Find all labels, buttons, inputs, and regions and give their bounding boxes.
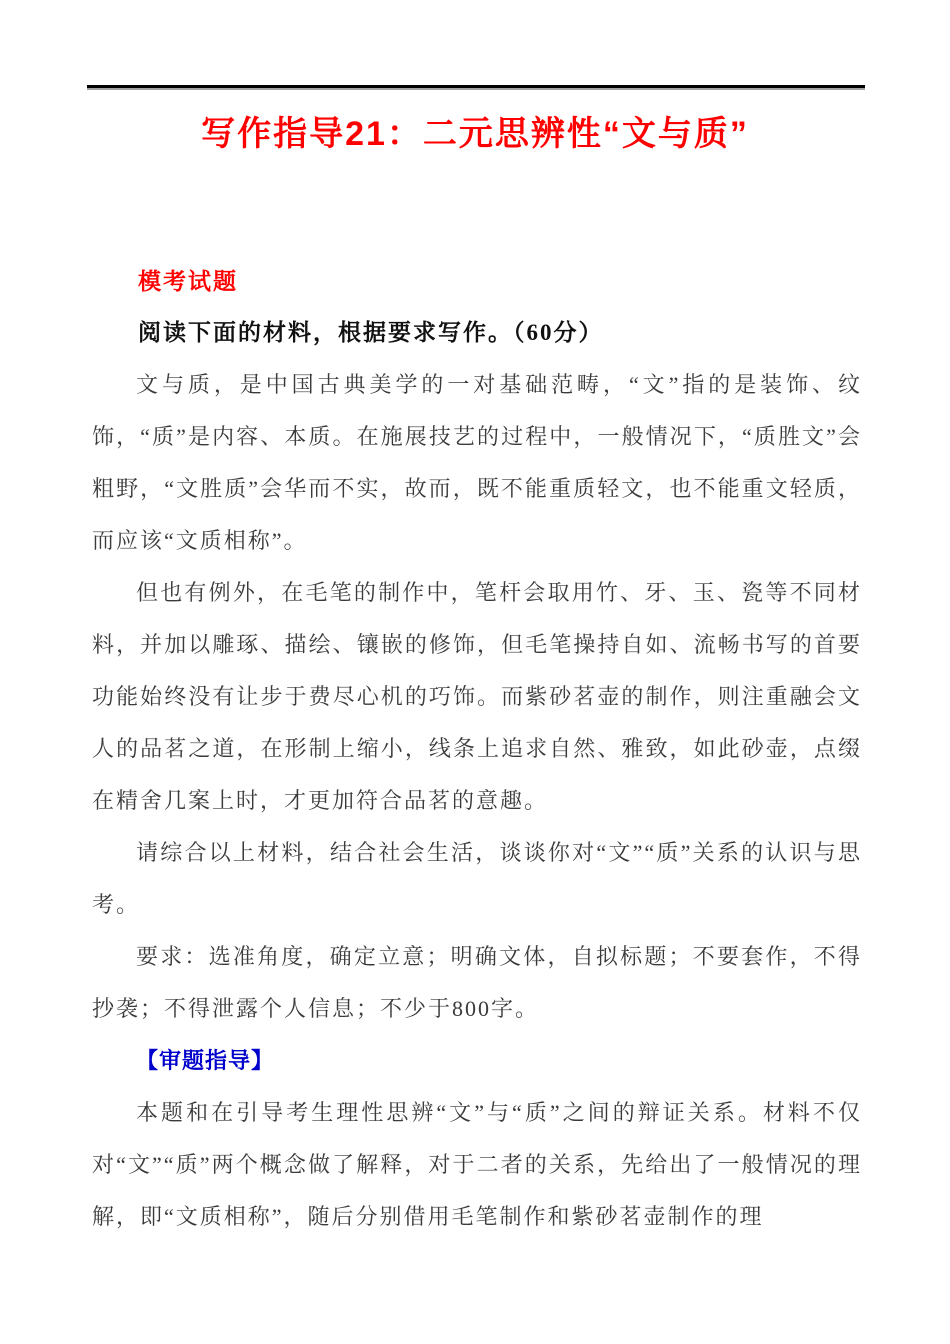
header-rule [87, 85, 865, 88]
material-paragraph-2: 但也有例外，在毛笔的制作中，笔杆会取用竹、牙、玉、瓷等不同材料，并加以雕琢、描绘、镶嵌的修饰，但毛笔操持自如、流畅书写的首要功能始终没有让步于费尽心机的巧饰。而紫砂茗壶的制作，则注重融会文人的品茗之道，在形制上缩小，线条上追求自然、雅致，如此砂壶，点缀在精舍几案上时，才更加符合品茗的意趣。 [92, 580, 862, 813]
document-title: 写作指导21：二元思辨性“文与质” [201, 115, 749, 153]
exam-section-heading: 模考试题 [138, 268, 238, 294]
writing-prompt-line: 阅读下面的材料，根据要求写作。（60分） [138, 320, 604, 345]
requirements-paragraph: 要求：选准角度，确定立意；明确文体，自拟标题；不要套作，不得抄袭；不得泄露个人信息；不少于800字。 [92, 944, 862, 1021]
analysis-section-heading: 【审题指导】 [136, 1048, 275, 1073]
document-body [92, 158, 862, 1243]
analysis-paragraph: 本题和在引导考生理性思辨“文”与“质”之间的辩证关系。材料不仅对“文”“质”两个概念做了解释，对于二者的关系，先给出了一般情况的理解，即“文质相称”，随后分别借用毛笔制作和紫砂茗壶制作的理 [92, 1100, 862, 1229]
material-paragraph-1: 文与质，是中国古典美学的一对基础范畴，“文”指的是装饰、纹饰，“质”是内容、本质。在施展技艺的过程中，一般情况下，“质胜文”会粗野，“文胜质”会华而不实，故而，既不能重质轻文，也不能重文轻质，而应该“文质相称”。 [92, 372, 862, 553]
task-paragraph: 请综合以上材料，结合社会生活，谈谈你对“文”“质”关系的认识与思考。 [92, 840, 862, 917]
